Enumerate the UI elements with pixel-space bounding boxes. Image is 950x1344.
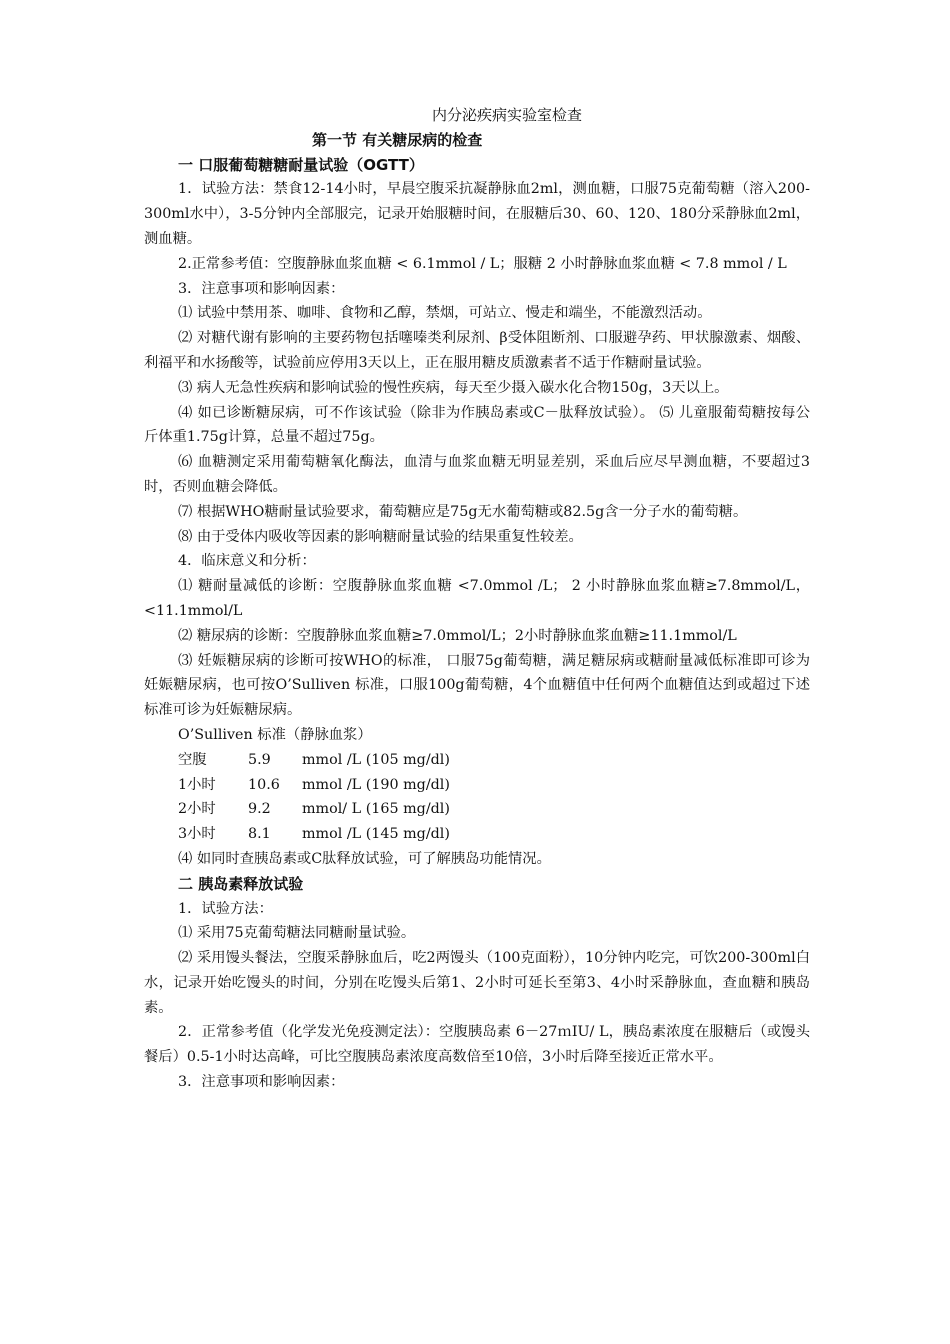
paragraph: ⑹ 血糖测定采用葡萄糖氧化酶法，血清与血浆血糖无明显差别，采血后应尽早测血糖，不要超过3时，否则血糖会降低。 <box>144 454 810 495</box>
standard-unit: mmol /L (190 mg/dl) <box>302 776 450 793</box>
paragraph: ⑻ 由于受体内吸收等因素的影响糖耐量试验的结果重复性较差。 <box>178 528 583 545</box>
paragraph: ⑵ 糖尿病的诊断：空腹静脉血浆血糖≥7.0mmol/L；2小时静脉血浆血糖≥11.1mmol/L <box>178 627 737 644</box>
paragraph: 1．试验方法：禁食12-14小时，早晨空腹采抗凝静脉血2ml，测血糖，口服75克葡萄糖（溶入200-300ml水中），3-5分钟内全部服完，记录开始服糖时间，在服糖后30、60、120、180分采静脉血2ml，测血糖。 <box>144 181 810 247</box>
paragraph: ⑷ 如已诊断糖尿病，可不作该试验（除非为作胰岛素或C－肽释放试验）。 ⑸ 儿童服葡萄糖按每公斤体重1.75g计算，总量不超过75g。 <box>144 404 810 446</box>
standard-row <box>178 773 810 798</box>
standard-row <box>178 797 810 822</box>
standard-time: 空腹 <box>178 751 207 768</box>
heading-insulin: 二 胰岛素释放试验 <box>178 874 304 893</box>
paragraph: ⑵ 采用馒头餐法，空腹采静脉血后，吃2两馒头（100克面粉），10分钟内吃完，可饮200-300ml白水，记录开始吃馒头的时间，分别在吃馒头后第1、2小时可延长至第3、4小时采静脉血，查血糖和胰岛素。 <box>144 950 810 1016</box>
standard-row <box>178 748 810 773</box>
standard-time: 2小时 <box>178 801 216 818</box>
document-body <box>144 103 810 1095</box>
paragraph: ⑴ 采用75克葡萄糖法同糖耐量试验。 <box>178 925 416 942</box>
paragraph: 1．试验方法： <box>178 900 273 917</box>
standard-row <box>178 822 810 847</box>
standard-value: 10.6 <box>248 776 280 793</box>
standard-value: 8.1 <box>248 826 271 843</box>
standard-value: 5.9 <box>248 751 271 768</box>
paragraph: 2．正常参考值（化学发光免疫测定法）：空腹胰岛素 6－27ｍIU/ L，胰岛素浓度在服糖后（或馒头餐后）0.5-1小时达高峰，可比空腹胰岛素浓度高数倍至10倍，3小时后降至接近正常水平。 <box>144 1024 810 1066</box>
standard-title: O’Sulliven 标准（静脉血浆） <box>178 726 372 743</box>
section-title: 第一节 有关糖尿病的检查 <box>312 130 483 149</box>
paragraph: ⑴ 糖耐量减低的诊断：空腹静脉血浆血糖 <7.0mmol /L； 2 小时静脉血浆血糖≥7.8mmol/L，<11.1mmol/L <box>144 578 810 619</box>
paragraph: 3．注意事项和影响因素： <box>178 280 345 297</box>
paragraph: ⑷ 如同时查胰岛素或C肽释放试验，可了解胰岛功能情况。 <box>178 850 551 867</box>
heading-ogtt: 一 口服葡萄糖糖耐量试验（OGTT） <box>178 155 424 174</box>
standard-unit: mmol /L (145 mg/dl) <box>302 826 450 843</box>
paragraph: ⑵ 对糖代谢有影响的主要药物包括噻嗪类利尿剂、β受体阻断剂、口服避孕药、甲状腺激素、烟酸、利福平和水扬酸等，试验前应停用3天以上，正在服用糖皮质激素者不适于作糖耐量试验。 <box>144 330 810 371</box>
standard-unit: mmol /L (105 mg/dl) <box>302 751 450 768</box>
standard-time: 1小时 <box>178 776 216 793</box>
paragraph: 4．临床意义和分析： <box>178 553 316 570</box>
document-title: 内分泌疾病实验室检查 <box>431 106 582 124</box>
standard-value: 9.2 <box>248 801 271 818</box>
paragraph: ⑺ 根据WHO糖耐量试验要求，葡萄糖应是75g无水葡萄糖或82.5g含一分子水的葡萄糖。 <box>178 503 748 520</box>
paragraph: ⑴ 试验中禁用茶、咖啡、食物和乙醇，禁烟，可站立、慢走和端坐，不能激烈活动。 <box>178 305 712 322</box>
standard-time: 3小时 <box>178 826 216 843</box>
paragraph: ⑶ 妊娠糖尿病的诊断可按WHO的标准， 口服75g葡萄糖，满足糖尿病或糖耐量减低标准即可诊为妊娠糖尿病，也可按O’Sulliven 标准，口服100g葡萄糖，4个血糖值中任何两个血糖值达到或超过下述标准可诊为妊娠糖尿病。 <box>144 652 810 719</box>
paragraph: 2.正常参考值：空腹静脉血浆血糖 < 6.1mmol / L；服糖 2 小时静脉血浆血糖 < 7.8 mmol / L <box>178 255 787 272</box>
standard-unit: mmol/ L (165 mg/dl) <box>302 801 450 818</box>
paragraph: 3．注意事项和影响因素： <box>178 1074 345 1091</box>
paragraph: ⑶ 病人无急性疾病和影响试验的慢性疾病，每天至少摄入碳水化合物150g，3天以上。 <box>178 379 729 396</box>
